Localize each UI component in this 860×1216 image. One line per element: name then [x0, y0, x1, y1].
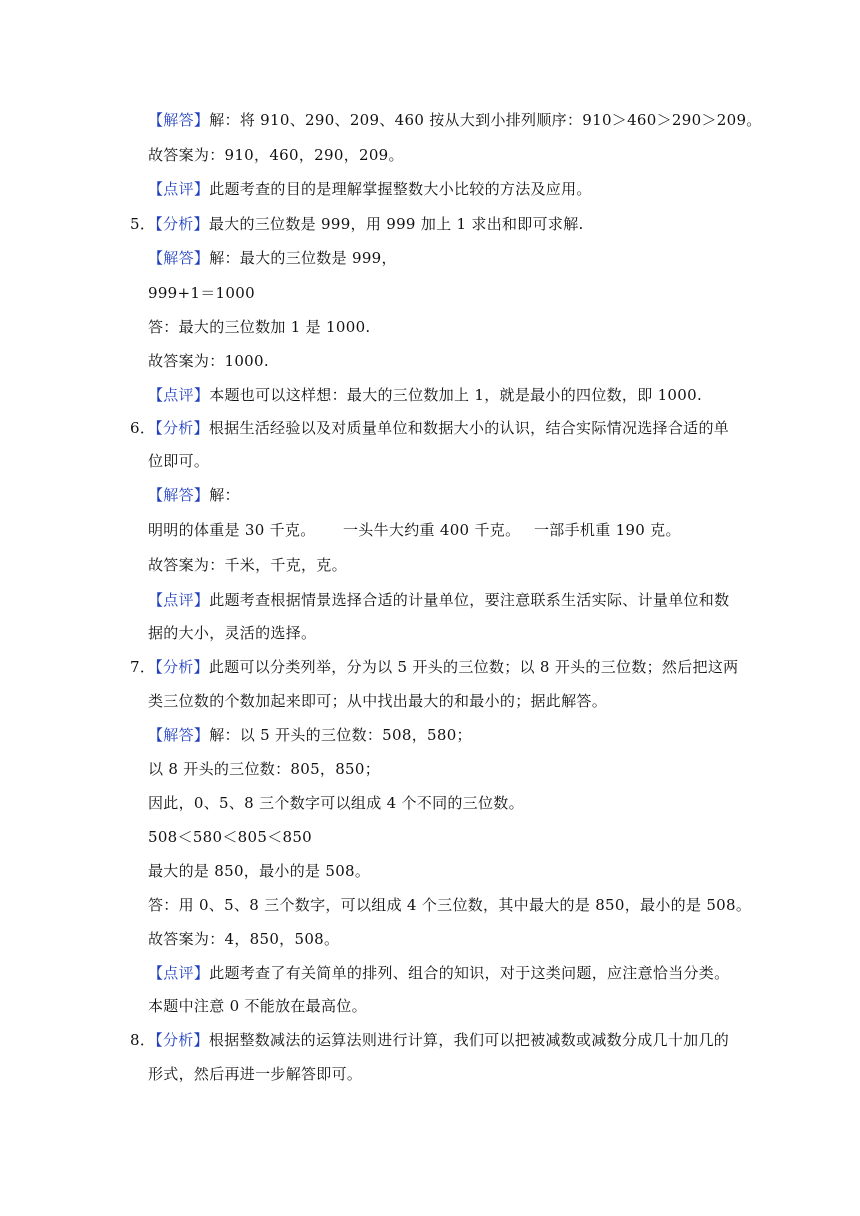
q7-line-2: 以 8 开头的三位数：805，850； — [148, 760, 381, 778]
q4-answer-line — [148, 110, 762, 130]
answer-tag: 【解答】 — [148, 111, 210, 129]
comment-tag: 【点评】 — [148, 180, 210, 198]
q7-line-3: 因此，0、5、8 三个数字可以组成 4 个不同的三位数。 — [148, 794, 524, 812]
question-number: 5． — [130, 215, 156, 233]
q6-analysis-line-2: 位即可。 — [148, 452, 210, 470]
q5-analysis-line — [130, 214, 584, 234]
question-number: 6． — [130, 419, 156, 437]
q7-result: 故答案为：4，850，508。 — [148, 930, 340, 948]
q7-answer-line — [148, 725, 472, 745]
q5-reply: 答：最大的三位数加 1 是 1000. — [148, 318, 371, 336]
q6-analysis-text-1: 根据生活经验以及对质量单位和数据大小的认识，结合实际情况选择合适的单 — [208, 419, 730, 437]
q6-result: 故答案为：千米，千克，克。 — [148, 556, 347, 574]
answer-tag: 【解答】 — [148, 726, 210, 744]
q7-line-5: 最大的是 850，最小的是 508。 — [148, 862, 371, 880]
analysis-tag: 【分析】 — [155, 419, 209, 437]
q7-analysis-line-1 — [130, 657, 738, 677]
q7-analysis-line-2: 类三位数的个数加起来即可；从中找出最大的和最小的；据此解答。 — [148, 692, 608, 710]
answer-tag: 【解答】 — [148, 486, 210, 504]
q4-result: 故答案为：910，460，290，209。 — [148, 146, 404, 164]
q7-comment-text-1: 此题考查了有关简单的排列、组合的知识，对于这类问题，应注意恰当分类。 — [209, 964, 730, 982]
answer-tag: 【解答】 — [148, 249, 210, 267]
q5-comment-line — [148, 385, 702, 405]
q6-analysis-line-1 — [130, 418, 729, 438]
q5-answer-text: 解：最大的三位数是 999， — [209, 249, 397, 267]
analysis-tag: 【分析】 — [155, 1031, 209, 1049]
q7-answer-text: 解：以 5 开头的三位数：508，580； — [209, 726, 472, 744]
q8-analysis-line-2: 形式，然后再进一步解答即可。 — [148, 1065, 363, 1083]
q6-answer-text: 解： — [209, 486, 240, 504]
q5-equation: 999+1＝1000 — [148, 284, 255, 302]
comment-tag: 【点评】 — [148, 386, 210, 404]
q4-comment-line — [148, 179, 592, 199]
q7-line-4: 508＜580＜805＜850 — [148, 828, 313, 846]
q4-answer-text: 解：将 910、290、209、460 按从大到小排列顺序：910＞460＞290＞209。 — [209, 111, 762, 129]
q7-comment-line-1 — [148, 963, 729, 983]
q8-analysis-line-1 — [130, 1030, 729, 1050]
comment-tag: 【点评】 — [148, 591, 210, 609]
q7-comment-line-2: 本题中注意 0 不能放在最高位。 — [148, 997, 367, 1015]
q6-fill-2: 一头牛大约重 400 千克。 — [343, 521, 521, 539]
q6-comment-text-1: 此题考查根据情景选择合适的计量单位，要注意联系生活实际、计量单位和数 — [209, 591, 730, 609]
analysis-tag: 【分析】 — [155, 215, 209, 233]
q6-fill-3: 一部手机重 190 克。 — [534, 521, 681, 539]
q7-analysis-text-1: 此题可以分类列举，分为以 5 开头的三位数；以 8 开头的三位数；然后把这两 — [208, 658, 739, 676]
q6-comment-line-2: 据的大小，灵活的选择。 — [148, 624, 317, 642]
q5-result: 故答案为：1000. — [148, 352, 269, 370]
q6-answer-line — [148, 485, 240, 505]
q4-comment-text: 此题考查的目的是理解掌握整数大小比较的方法及应用。 — [209, 180, 592, 198]
q7-reply: 答：用 0、5、8 三个数字，可以组成 4 个三位数，其中最大的是 850，最小的是 508。 — [148, 896, 752, 914]
question-number: 8． — [130, 1031, 156, 1049]
question-number: 7． — [130, 658, 156, 676]
q8-analysis-text-1: 根据整数减法的运算法则进行计算，我们可以把被减数或减数分成几十加几的 — [208, 1031, 730, 1049]
q6-comment-line-1 — [148, 590, 729, 610]
q5-answer-line — [148, 248, 397, 268]
q5-comment-text: 本题也可以这样想：最大的三位数加上 1，就是最小的四位数，即 1000. — [209, 386, 703, 404]
q5-analysis-text: 最大的三位数是 999，用 999 加上 1 求出和即可求解. — [208, 215, 584, 233]
q6-fill-1: 明明的体重是 30 千克。 — [148, 521, 316, 539]
analysis-tag: 【分析】 — [155, 658, 209, 676]
comment-tag: 【点评】 — [148, 964, 210, 982]
